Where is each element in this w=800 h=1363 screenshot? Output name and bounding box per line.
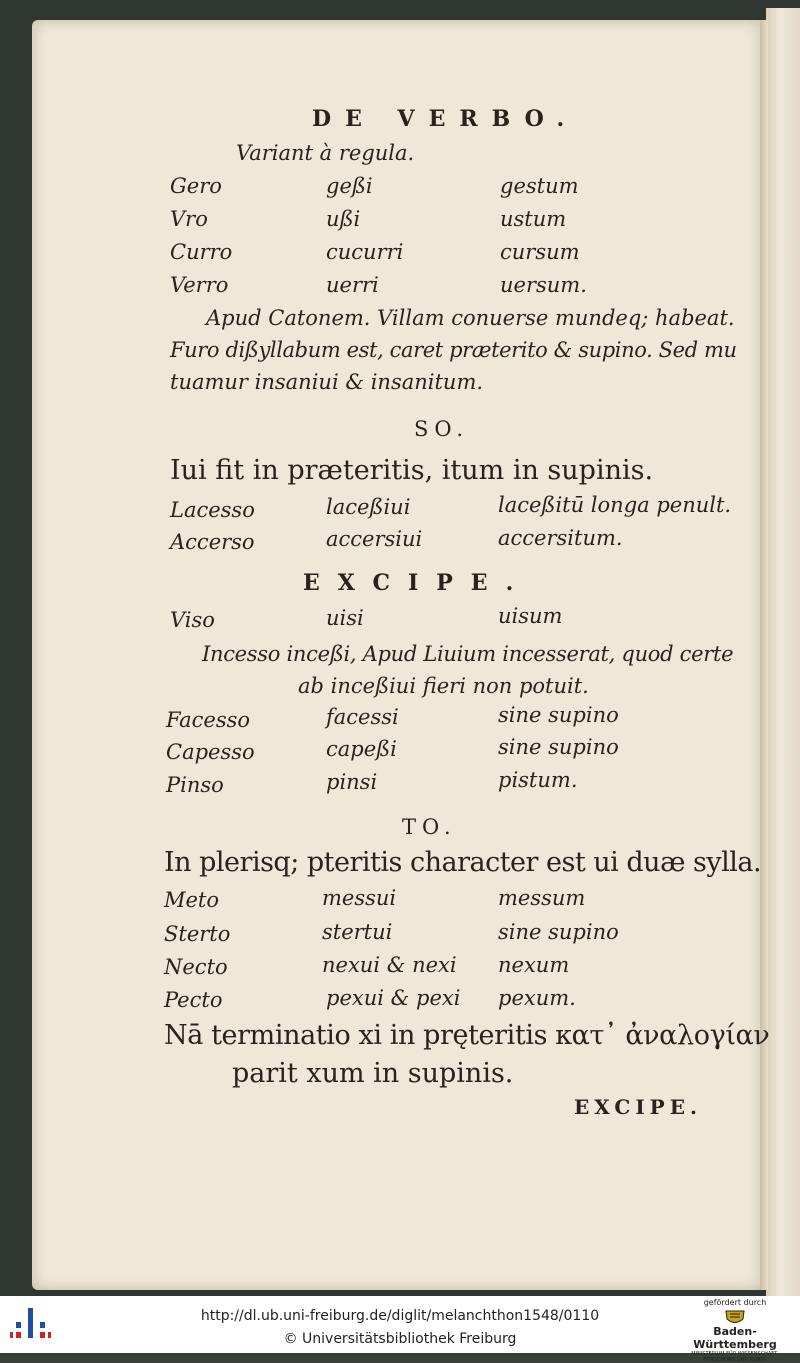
- verb-present: Pinso: [166, 773, 224, 797]
- page-heading: DE VERBO.: [312, 106, 579, 132]
- verb-supine: pexum.: [498, 986, 576, 1010]
- note-line: Apud Catonem. Villam conuerse mundeq; habeat.: [206, 306, 735, 330]
- verb-supine: messum: [498, 886, 586, 910]
- verb-perfect: uerri: [326, 273, 379, 297]
- verb-perfect: cucurri: [326, 240, 404, 264]
- section-heading-excipe: EXCIPE.: [303, 570, 532, 596]
- verb-present: Gero: [170, 174, 222, 198]
- verb-supine: sine supino: [498, 703, 619, 727]
- final-line: parit xum in supinis.: [232, 1058, 514, 1089]
- verb-present: Curro: [170, 240, 233, 264]
- verb-perfect: geßi: [326, 174, 373, 198]
- verb-present: Necto: [164, 955, 228, 979]
- section-heading-to: TO.: [402, 815, 457, 839]
- sponsor-block: [680, 1298, 790, 1363]
- verb-supine: ustum: [500, 207, 567, 231]
- verb-supine: sine supino: [498, 735, 619, 759]
- viewer-footer: [0, 1296, 800, 1363]
- verb-perfect: pinsi: [326, 770, 378, 794]
- verb-perfect: facessi: [326, 705, 399, 729]
- state-crest-icon: [722, 1309, 748, 1327]
- verb-supine: nexum: [498, 953, 570, 977]
- verb-supine: accersitum.: [498, 526, 623, 550]
- final-line: Nā terminatio xi in pręteritis κατ᾽ ἀναλογίαν: [164, 1020, 770, 1051]
- page-gutter: [760, 20, 768, 1290]
- verb-present: Vro: [170, 207, 208, 231]
- intro-line: Variant à regula.: [236, 141, 415, 165]
- note-line: ab inceßiui fieri non potuit.: [298, 674, 589, 698]
- rule-line: Iui fit in præteritis, itum in supinis.: [170, 455, 654, 486]
- note-line: tuamur insaniui & insanitum.: [170, 370, 484, 394]
- verb-supine: pistum.: [498, 768, 578, 792]
- verb-present: Viso: [170, 608, 215, 632]
- permalink-url[interactable]: http://dl.ub.uni-freiburg.de/diglit/melanchthon1548/0110: [200, 1308, 600, 1324]
- verb-perfect: capeßi: [326, 737, 397, 761]
- verb-supine: sine supino: [498, 920, 619, 944]
- note-line: Furo dißyllabum est, caret præterito & supino. Sed mu: [170, 338, 737, 362]
- sponsor-name: Baden-Württemberg: [693, 1325, 777, 1351]
- verb-perfect: messui: [322, 886, 397, 910]
- verb-present: Pecto: [164, 988, 223, 1012]
- verb-perfect: nexui & nexi: [322, 953, 457, 977]
- verb-present: Capesso: [166, 740, 255, 764]
- verb-perfect: ußi: [326, 207, 361, 231]
- sponsor-subtitle: MINISTERIUM FÜR WISSENSCHAFT, FORSCHUNG UND KUNST: [691, 1351, 779, 1363]
- verb-supine: uersum.: [500, 273, 587, 297]
- verb-perfect: laceßiui: [326, 495, 411, 519]
- verb-present: Lacesso: [170, 498, 255, 522]
- sponsor-top-text: gefördert durch: [703, 1298, 767, 1307]
- verb-perfect: uisi: [326, 606, 364, 630]
- verb-present: Meto: [164, 888, 220, 912]
- verb-supine: laceßitū longa penult.: [498, 493, 732, 517]
- verb-present: Facesso: [166, 708, 251, 732]
- verb-supine: uisum: [498, 604, 563, 628]
- book-edge: [766, 8, 800, 1296]
- verb-present: Sterto: [164, 922, 231, 946]
- verb-perfect: accersiui: [326, 527, 423, 551]
- verb-present: Accerso: [170, 530, 255, 554]
- verb-supine: gestum: [500, 174, 579, 198]
- verb-perfect: pexui & pexi: [326, 986, 461, 1010]
- verb-perfect: stertui: [322, 920, 393, 944]
- section-heading-so: SO.: [414, 417, 470, 441]
- catchword: EXCIPE.: [574, 1095, 702, 1119]
- note-line: Incesso inceßi, Apud Liuium incesserat, quod certe: [202, 642, 734, 666]
- verb-supine: cursum: [500, 240, 580, 264]
- verb-present: Verro: [170, 273, 229, 297]
- copyright-text: © Universitätsbibliothek Freiburg: [283, 1331, 517, 1347]
- rule-line: In plerisq; pteritis character est ui duæ sylla.: [164, 847, 762, 878]
